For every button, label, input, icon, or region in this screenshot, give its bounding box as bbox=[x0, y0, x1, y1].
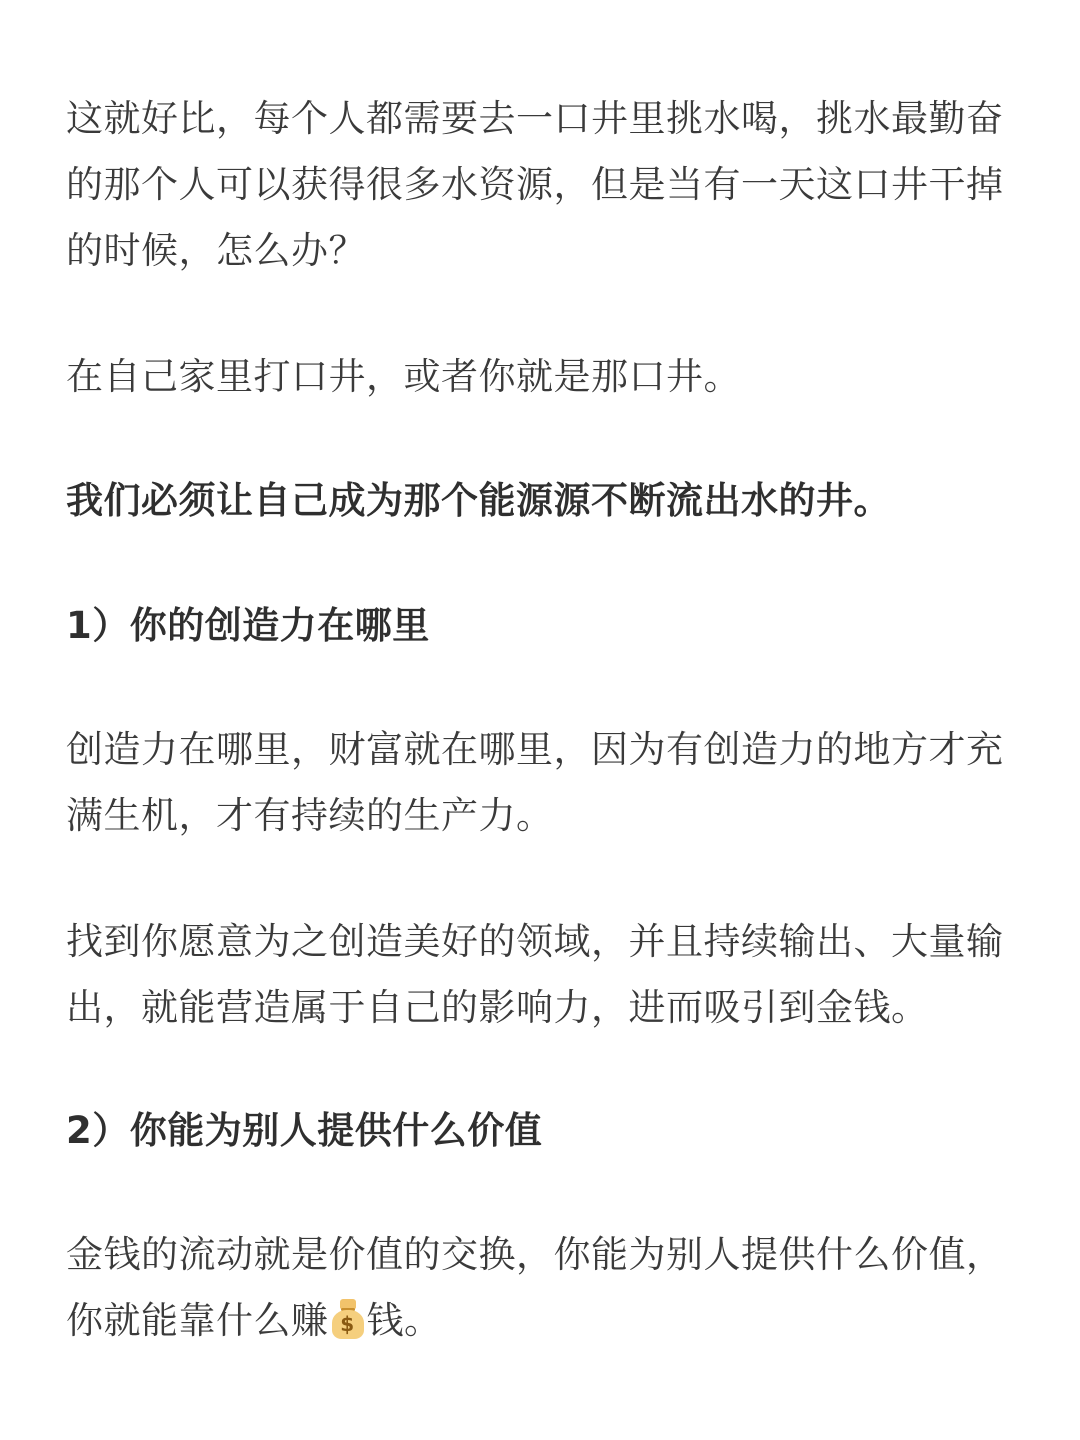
section-heading-1 bbox=[66, 593, 430, 659]
paragraph-value-exchange bbox=[66, 1222, 1004, 1354]
paragraph-line: 我们必须让自己成为那个能源源不断流出水的井。 bbox=[66, 479, 891, 522]
paragraph-line: 找到你愿意为之创造美好的领域，并且持续输出、大量输 bbox=[66, 920, 1004, 963]
money-bag-symbol: $ bbox=[340, 1312, 355, 1336]
paragraph-line: 的时候，怎么办？ bbox=[66, 229, 366, 272]
paragraph-creativity bbox=[66, 717, 1004, 849]
section-heading-2 bbox=[66, 1098, 542, 1164]
paragraph-line: 在自己家里打口井，或者你就是那口井。 bbox=[66, 355, 741, 398]
paragraph-line bbox=[66, 1288, 1004, 1354]
line-text-after-emoji: 钱。 bbox=[366, 1299, 442, 1342]
paragraph-line: 出，就能营造属于自己的影响力，进而吸引到金钱。 bbox=[66, 986, 929, 1029]
paragraph-dig-well bbox=[66, 344, 741, 410]
paragraph-well-analogy bbox=[66, 86, 1004, 284]
paragraph-line: 创造力在哪里，财富就在哪里，因为有创造力的地方才充 bbox=[66, 728, 1004, 771]
paragraph-line: 这就好比，每个人都需要去一口井里挑水喝，挑水最勤奋 bbox=[66, 97, 1004, 140]
money-bag-icon bbox=[331, 1299, 365, 1339]
line-text-before-emoji: 你就能靠什么赚 bbox=[66, 1299, 329, 1342]
paragraph-line: 金钱的流动就是价值的交换，你能为别人提供什么价值， bbox=[66, 1233, 1004, 1276]
paragraph-key-point bbox=[66, 468, 891, 534]
paragraph-line: 满生机，才有持续的生产力。 bbox=[66, 794, 554, 837]
paragraph-find-field bbox=[66, 909, 1004, 1041]
heading-text: 1）你的创造力在哪里 bbox=[66, 604, 430, 647]
heading-text: 2）你能为别人提供什么价值 bbox=[66, 1109, 543, 1152]
paragraph-line: 的那个人可以获得很多水资源，但是当有一天这口井干掉 bbox=[66, 163, 1004, 206]
